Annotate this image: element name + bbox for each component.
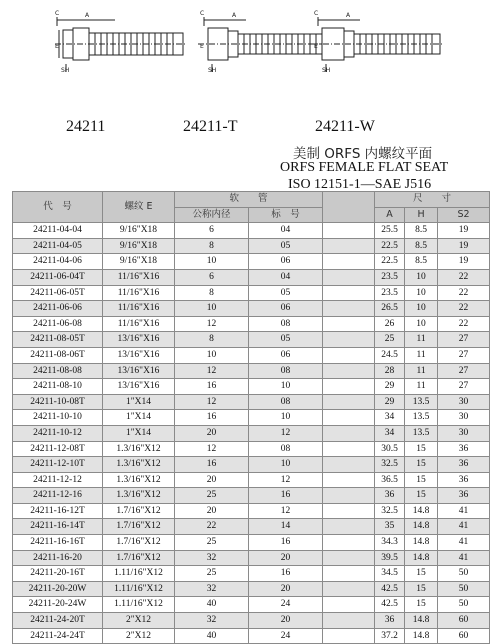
header-h: H <box>405 207 438 223</box>
cell-hose-dn: 12 <box>175 394 249 410</box>
title-chinese: 美制 ORFS 内螺纹平面 <box>293 146 433 162</box>
cell-code: 24211-06-05T <box>13 285 103 301</box>
cell-h: 13.5 <box>405 425 438 441</box>
table-row <box>13 581 490 597</box>
cell-hose-mark: 04 <box>249 223 323 239</box>
header-gap <box>323 192 375 223</box>
drawing-label-a: A <box>232 12 237 19</box>
cell-s2: 27 <box>438 363 490 379</box>
table-row <box>13 363 490 379</box>
cell-s2: 22 <box>438 316 490 332</box>
cell-a: 22.5 <box>375 238 405 254</box>
table-row <box>13 285 490 301</box>
cell-code: 24211-20-16T <box>13 566 103 582</box>
cell-hose-mark: 14 <box>249 519 323 535</box>
cell-thread: 1.3/16"X12 <box>103 441 175 457</box>
cell-hose-dn: 16 <box>175 410 249 426</box>
cell-a: 34 <box>375 410 405 426</box>
header-size: 尺 寸 <box>375 192 490 208</box>
cell-code: 24211-04-04 <box>13 223 103 239</box>
cell-h: 15 <box>405 472 438 488</box>
cell-hose-mark: 08 <box>249 363 323 379</box>
cell-thread: 1.11/16"X12 <box>103 597 175 613</box>
cell-code: 24211-16-16T <box>13 535 103 551</box>
cell-thread: 9/16"X18 <box>103 223 175 239</box>
cell-gap <box>323 301 375 317</box>
cell-gap <box>323 581 375 597</box>
drawing-label-c: C <box>55 10 60 17</box>
cell-a: 37.2 <box>375 628 405 644</box>
cell-thread: 1.3/16"X12 <box>103 472 175 488</box>
drawing-label-s2: SH <box>61 67 70 74</box>
cell-a: 30.5 <box>375 441 405 457</box>
cell-a: 23.5 <box>375 285 405 301</box>
cell-gap <box>323 519 375 535</box>
cell-a: 29 <box>375 394 405 410</box>
cell-gap <box>323 379 375 395</box>
cell-thread: 13/16"X16 <box>103 379 175 395</box>
cell-hose-dn: 8 <box>175 238 249 254</box>
cell-h: 11 <box>405 363 438 379</box>
cell-gap <box>323 613 375 629</box>
cell-hose-dn: 8 <box>175 332 249 348</box>
cell-thread: 1.7/16"X12 <box>103 550 175 566</box>
cell-gap <box>323 488 375 504</box>
cell-hose-mark: 05 <box>249 332 323 348</box>
cell-hose-dn: 10 <box>175 301 249 317</box>
cell-a: 26.5 <box>375 301 405 317</box>
drawing-label-a: A <box>346 12 351 19</box>
cell-code: 24211-08-08 <box>13 363 103 379</box>
cell-s2: 22 <box>438 269 490 285</box>
table-row <box>13 488 490 504</box>
cell-code: 24211-20-20W <box>13 581 103 597</box>
table-row <box>13 457 490 473</box>
cell-thread: 1.7/16"X12 <box>103 535 175 551</box>
drawing-label-s2: SH <box>322 67 331 74</box>
cell-gap <box>323 535 375 551</box>
drawing-label-e: E <box>314 43 318 50</box>
cell-code: 24211-24-24T <box>13 628 103 644</box>
cell-code: 24211-16-14T <box>13 519 103 535</box>
table-row <box>13 332 490 348</box>
cell-h: 11 <box>405 379 438 395</box>
cell-s2: 22 <box>438 301 490 317</box>
part-code-24211-t: 24211-T <box>183 118 238 135</box>
cell-s2: 36 <box>438 457 490 473</box>
cell-s2: 27 <box>438 347 490 363</box>
cell-hose-mark: 04 <box>249 269 323 285</box>
cell-gap <box>323 410 375 426</box>
cell-code: 24211-16-12T <box>13 503 103 519</box>
cell-h: 15 <box>405 441 438 457</box>
drawing-label-s2: SH <box>208 67 217 74</box>
cell-a: 25.5 <box>375 223 405 239</box>
cell-hose-dn: 10 <box>175 347 249 363</box>
cell-gap <box>323 223 375 239</box>
cell-thread: 9/16"X18 <box>103 254 175 270</box>
cell-h: 14.8 <box>405 535 438 551</box>
cell-hose-dn: 6 <box>175 223 249 239</box>
cell-gap <box>323 363 375 379</box>
cell-hose-dn: 16 <box>175 457 249 473</box>
title-standard: ISO 12151-1—SAE J516 <box>288 177 432 192</box>
cell-code: 24211-04-06 <box>13 254 103 270</box>
drawing-label-e: E <box>55 43 59 50</box>
straight-fitting-w-drawing <box>312 6 447 76</box>
table-row <box>13 379 490 395</box>
cell-h: 8.5 <box>405 223 438 239</box>
table-row <box>13 223 490 239</box>
cell-thread: 11/16"X16 <box>103 269 175 285</box>
cell-a: 39.5 <box>375 550 405 566</box>
drawing-label-c: C <box>314 10 319 17</box>
cell-code: 24211-16-20 <box>13 550 103 566</box>
cell-gap <box>323 394 375 410</box>
cell-s2: 27 <box>438 379 490 395</box>
cell-hose-dn: 6 <box>175 269 249 285</box>
cell-a: 42.5 <box>375 597 405 613</box>
cell-hose-dn: 25 <box>175 488 249 504</box>
cell-hose-dn: 12 <box>175 363 249 379</box>
cell-hose-mark: 20 <box>249 550 323 566</box>
cell-hose-mark: 16 <box>249 488 323 504</box>
table-row <box>13 425 490 441</box>
cell-gap <box>323 254 375 270</box>
cell-gap <box>323 550 375 566</box>
cell-s2: 41 <box>438 550 490 566</box>
cell-thread: 13/16"X16 <box>103 347 175 363</box>
cell-h: 8.5 <box>405 254 438 270</box>
table-row <box>13 301 490 317</box>
cell-thread: 1.7/16"X12 <box>103 503 175 519</box>
cell-gap <box>323 347 375 363</box>
cell-a: 32.5 <box>375 503 405 519</box>
cell-thread: 1.7/16"X12 <box>103 519 175 535</box>
drawing-label-c: C <box>200 10 205 17</box>
cell-gap <box>323 269 375 285</box>
cell-thread: 1.3/16"X12 <box>103 488 175 504</box>
cell-hose-dn: 40 <box>175 597 249 613</box>
cell-a: 34.3 <box>375 535 405 551</box>
header-s2: S2 <box>438 207 490 223</box>
cell-thread: 11/16"X16 <box>103 316 175 332</box>
cell-a: 28 <box>375 363 405 379</box>
cell-code: 24211-04-05 <box>13 238 103 254</box>
part-code-24211: 24211 <box>66 118 106 135</box>
cell-h: 14.8 <box>405 503 438 519</box>
cell-a: 25 <box>375 332 405 348</box>
cell-s2: 36 <box>438 441 490 457</box>
cell-h: 15 <box>405 457 438 473</box>
cell-code: 24211-06-04T <box>13 269 103 285</box>
cell-thread: 1"X14 <box>103 394 175 410</box>
table-row <box>13 535 490 551</box>
table-row <box>13 566 490 582</box>
cell-h: 10 <box>405 269 438 285</box>
cell-code: 24211-08-05T <box>13 332 103 348</box>
header-code: 代 号 <box>13 192 103 223</box>
table-row <box>13 254 490 270</box>
cell-gap <box>323 628 375 644</box>
table-row <box>13 410 490 426</box>
cell-gap <box>323 457 375 473</box>
table-row <box>13 503 490 519</box>
cell-code: 24211-20-24W <box>13 597 103 613</box>
cell-h: 15 <box>405 566 438 582</box>
cell-gap <box>323 472 375 488</box>
cell-hose-dn: 12 <box>175 316 249 332</box>
cell-s2: 50 <box>438 566 490 582</box>
cell-a: 23.5 <box>375 269 405 285</box>
cell-thread: 2"X12 <box>103 613 175 629</box>
cell-gap <box>323 332 375 348</box>
cell-gap <box>323 566 375 582</box>
cell-code: 24211-12-08T <box>13 441 103 457</box>
spec-table-body <box>13 223 490 644</box>
cell-s2: 22 <box>438 285 490 301</box>
table-row <box>13 316 490 332</box>
cell-gap <box>323 425 375 441</box>
cell-thread: 11/16"X16 <box>103 285 175 301</box>
cell-s2: 27 <box>438 332 490 348</box>
cell-code: 24211-12-12 <box>13 472 103 488</box>
spec-table <box>12 191 490 644</box>
cell-h: 11 <box>405 332 438 348</box>
cell-hose-mark: 08 <box>249 441 323 457</box>
cell-hose-mark: 16 <box>249 535 323 551</box>
cell-hose-mark: 24 <box>249 597 323 613</box>
cell-code: 24211-06-08 <box>13 316 103 332</box>
cell-thread: 1.3/16"X12 <box>103 457 175 473</box>
cell-s2: 50 <box>438 597 490 613</box>
cell-h: 15 <box>405 597 438 613</box>
cell-h: 14.8 <box>405 613 438 629</box>
cell-code: 24211-06-06 <box>13 301 103 317</box>
cell-h: 15 <box>405 488 438 504</box>
cell-a: 26 <box>375 316 405 332</box>
cell-thread: 13/16"X16 <box>103 332 175 348</box>
cell-hose-dn: 8 <box>175 285 249 301</box>
cell-hose-mark: 08 <box>249 394 323 410</box>
cell-hose-mark: 06 <box>249 254 323 270</box>
cell-hose-mark: 12 <box>249 503 323 519</box>
cell-s2: 60 <box>438 613 490 629</box>
cell-thread: 13/16"X16 <box>103 363 175 379</box>
straight-fitting-drawing <box>55 6 190 76</box>
cell-s2: 41 <box>438 503 490 519</box>
table-row <box>13 472 490 488</box>
cell-a: 36 <box>375 613 405 629</box>
drawing-label-a: A <box>85 12 90 19</box>
table-row <box>13 441 490 457</box>
cell-hose-dn: 40 <box>175 628 249 644</box>
cell-h: 13.5 <box>405 394 438 410</box>
part-code-24211-w: 24211-W <box>315 118 375 135</box>
cell-hose-mark: 20 <box>249 613 323 629</box>
cell-h: 11 <box>405 347 438 363</box>
cell-hose-dn: 32 <box>175 581 249 597</box>
table-row <box>13 269 490 285</box>
cell-hose-mark: 12 <box>249 472 323 488</box>
title-english: ORFS FEMALE FLAT SEAT <box>280 160 449 175</box>
cell-hose-mark: 08 <box>249 316 323 332</box>
cell-s2: 19 <box>438 254 490 270</box>
cell-h: 13.5 <box>405 410 438 426</box>
cell-code: 24211-08-10 <box>13 379 103 395</box>
cell-thread: 11/16"X16 <box>103 301 175 317</box>
cell-hose-dn: 20 <box>175 425 249 441</box>
cell-thread: 1"X14 <box>103 425 175 441</box>
cell-hose-mark: 05 <box>249 285 323 301</box>
header-thread: 螺纹 E <box>103 192 175 223</box>
cell-hose-dn: 12 <box>175 441 249 457</box>
cell-hose-dn: 25 <box>175 566 249 582</box>
table-row <box>13 613 490 629</box>
cell-hose-mark: 24 <box>249 628 323 644</box>
cell-gap <box>323 238 375 254</box>
cell-h: 15 <box>405 581 438 597</box>
cell-h: 14.8 <box>405 628 438 644</box>
cell-hose-dn: 22 <box>175 519 249 535</box>
cell-hose-mark: 10 <box>249 457 323 473</box>
cell-h: 14.8 <box>405 550 438 566</box>
cell-s2: 30 <box>438 394 490 410</box>
cell-code: 24211-08-06T <box>13 347 103 363</box>
cell-h: 8.5 <box>405 238 438 254</box>
cell-a: 29 <box>375 379 405 395</box>
cell-gap <box>323 597 375 613</box>
cell-gap <box>323 285 375 301</box>
cell-s2: 36 <box>438 488 490 504</box>
cell-hose-mark: 10 <box>249 410 323 426</box>
cell-s2: 36 <box>438 472 490 488</box>
cell-h: 14.8 <box>405 519 438 535</box>
cell-hose-mark: 06 <box>249 347 323 363</box>
cell-a: 35 <box>375 519 405 535</box>
cell-hose-dn: 25 <box>175 535 249 551</box>
cell-hose-mark: 16 <box>249 566 323 582</box>
table-row <box>13 550 490 566</box>
cell-code: 24211-24-20T <box>13 613 103 629</box>
cell-hose-mark: 06 <box>249 301 323 317</box>
header-hose-mark: 标 号 <box>249 207 323 223</box>
table-row <box>13 519 490 535</box>
cell-code: 24211-12-16 <box>13 488 103 504</box>
cell-gap <box>323 441 375 457</box>
cell-hose-dn: 20 <box>175 472 249 488</box>
cell-hose-dn: 16 <box>175 379 249 395</box>
cell-code: 24211-12-10T <box>13 457 103 473</box>
cell-thread: 9/16"X18 <box>103 238 175 254</box>
cell-s2: 19 <box>438 223 490 239</box>
cell-a: 24.5 <box>375 347 405 363</box>
cell-code: 24211-10-10 <box>13 410 103 426</box>
cell-h: 10 <box>405 316 438 332</box>
cell-a: 34 <box>375 425 405 441</box>
table-row <box>13 347 490 363</box>
cell-thread: 1.11/16"X12 <box>103 581 175 597</box>
cell-a: 36.5 <box>375 472 405 488</box>
table-row <box>13 597 490 613</box>
cell-s2: 19 <box>438 238 490 254</box>
cell-s2: 30 <box>438 425 490 441</box>
cell-gap <box>323 503 375 519</box>
cell-code: 24211-10-08T <box>13 394 103 410</box>
cell-thread: 1.11/16"X12 <box>103 566 175 582</box>
cell-hose-dn: 20 <box>175 503 249 519</box>
header-hose: 软 管 <box>175 192 323 208</box>
cell-h: 10 <box>405 301 438 317</box>
cell-a: 36 <box>375 488 405 504</box>
cell-hose-dn: 10 <box>175 254 249 270</box>
cell-code: 24211-10-12 <box>13 425 103 441</box>
table-row <box>13 394 490 410</box>
header-hose-dn: 公称内径 <box>175 207 249 223</box>
cell-s2: 41 <box>438 535 490 551</box>
header-a: A <box>375 207 405 223</box>
cell-gap <box>323 316 375 332</box>
cell-hose-dn: 32 <box>175 550 249 566</box>
cell-s2: 41 <box>438 519 490 535</box>
cell-hose-mark: 05 <box>249 238 323 254</box>
table-row <box>13 238 490 254</box>
cell-hose-mark: 12 <box>249 425 323 441</box>
cell-s2: 50 <box>438 581 490 597</box>
cell-thread: 1"X14 <box>103 410 175 426</box>
cell-thread: 2"X12 <box>103 628 175 644</box>
cell-s2: 30 <box>438 410 490 426</box>
cell-a: 34.5 <box>375 566 405 582</box>
cell-hose-mark: 10 <box>249 379 323 395</box>
cell-a: 42.5 <box>375 581 405 597</box>
cell-s2: 60 <box>438 628 490 644</box>
cell-hose-dn: 32 <box>175 613 249 629</box>
cell-h: 10 <box>405 285 438 301</box>
cell-hose-mark: 20 <box>249 581 323 597</box>
cell-a: 32.5 <box>375 457 405 473</box>
cell-a: 22.5 <box>375 254 405 270</box>
table-row <box>13 628 490 644</box>
drawing-label-e: E <box>200 43 204 50</box>
